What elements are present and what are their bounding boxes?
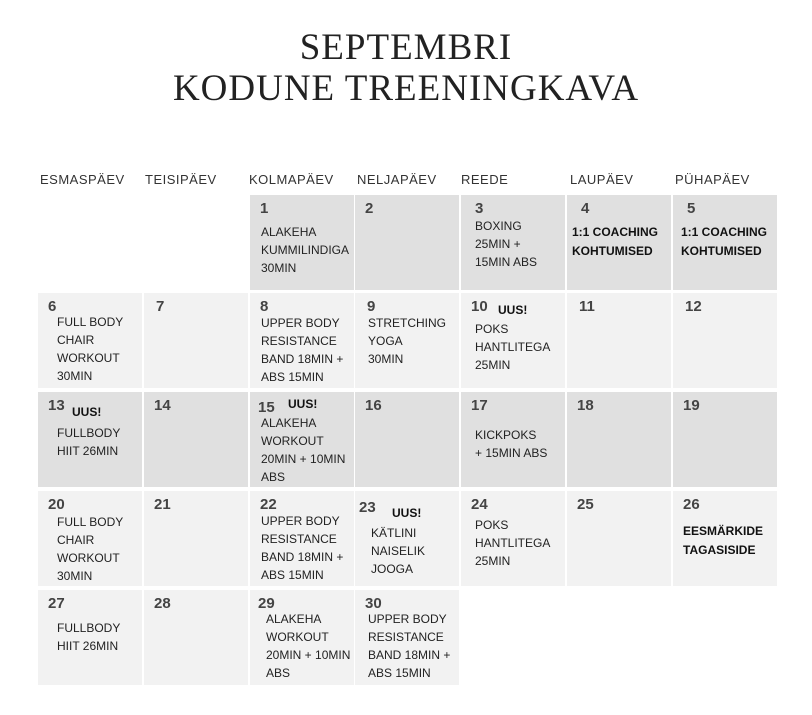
day-cell-6[interactable] [38,293,142,388]
day-cell-17[interactable] [461,392,565,487]
day-number: 26 [683,496,700,513]
workout-text: STRETCHING YOGA 30MIN [368,316,446,366]
day-header-monday: ESMASPÄEV [40,172,125,187]
workout-text: UPPER BODY RESISTANCE BAND 18MIN + ABS 15MIN [261,316,344,384]
day-cell-16[interactable] [355,392,459,487]
page-title: SEPTEMBRI [299,27,513,68]
workout-text: FULLBODY HIIT 26MIN [57,621,121,653]
day-cell-13[interactable] [38,392,142,487]
day-number: 17 [471,397,488,414]
day-number: 7 [156,298,165,315]
day-cell-10[interactable] [461,293,565,388]
day-number: 19 [683,397,700,414]
day-number: 13 [48,397,65,414]
day-number: 21 [154,496,171,513]
day-cell-29[interactable] [250,590,354,685]
new-badge: UUS! [288,397,318,411]
day-number: 6 [48,298,57,315]
workout-text: EESMÄRKIDE TAGASISIDE [683,524,764,557]
workout-text: 1:1 COACHING KOHTUMISED [572,225,659,258]
day-header-tuesday: TEISIPÄEV [145,172,217,187]
day-number: 20 [48,496,65,513]
day-cell-18[interactable] [567,392,671,487]
day-number: 14 [154,397,171,414]
day-number: 1 [260,200,269,217]
day-cell-3[interactable] [461,195,565,290]
day-cell-20[interactable] [38,491,142,586]
day-number: 24 [471,496,488,513]
day-cell-23[interactable] [355,491,459,586]
new-badge: UUS! [498,303,528,317]
workout-text: UPPER BODY RESISTANCE BAND 18MIN + ABS 15MIN [261,514,344,582]
day-cell-11[interactable] [567,293,671,388]
workout-text: FULLBODY HIIT 26MIN [57,426,121,458]
day-number: 11 [579,298,595,315]
day-cell-26[interactable] [673,491,777,586]
workout-text: FULL BODY CHAIR WORKOUT 30MIN [57,315,124,383]
day-number: 12 [685,298,702,315]
day-number: 5 [687,200,696,217]
day-number: 16 [365,397,382,414]
day-number: 25 [577,496,594,513]
day-cell-19[interactable] [673,392,777,487]
page-subtitle: KODUNE TREENINGKAVA [172,68,640,109]
day-number: 22 [260,496,277,513]
day-number: 10 [471,298,488,315]
day-cell-7[interactable] [144,293,248,388]
day-cell-21[interactable] [144,491,248,586]
day-number: 27 [48,595,65,612]
day-number: 18 [577,397,594,414]
workout-text: ALAKEHA WORKOUT 20MIN + 10MIN ABS [261,416,346,484]
new-badge: UUS! [392,506,422,520]
day-number: 15 [258,399,275,416]
day-cell-25[interactable] [567,491,671,586]
day-cell-22[interactable] [250,491,354,586]
day-cell-15[interactable] [250,392,354,487]
day-header-friday: REEDE [461,172,509,187]
day-number: 8 [260,298,269,315]
workout-text: 1:1 COACHING KOHTUMISED [681,225,768,258]
day-cell-8[interactable] [250,293,354,388]
day-number: 28 [154,595,171,612]
day-cell-12[interactable] [673,293,777,388]
day-number: 23 [359,499,376,516]
workout-text: KÄTLINI NAISELIK JOOGA [371,526,426,576]
day-cell-24[interactable] [461,491,565,586]
day-cell-5[interactable] [673,195,777,290]
day-cell-30[interactable] [355,590,459,685]
workout-text: FULL BODY CHAIR WORKOUT 30MIN [57,515,124,583]
day-cell-14[interactable] [144,392,248,487]
workout-text: POKS HANTLITEGA 25MIN [475,322,551,372]
workout-text: BOXING 25MIN + 15MIN ABS [475,219,538,269]
workout-text: ALAKEHA KUMMILINDIGA 30MIN [261,225,350,275]
day-header-wednesday: KOLMAPÄEV [249,172,334,187]
day-number: 4 [581,200,590,217]
day-cell-2[interactable] [355,195,459,290]
day-number: 3 [475,200,484,217]
day-header-thursday: NELJAPÄEV [357,172,437,187]
day-cell-4[interactable] [567,195,671,290]
day-cell-28[interactable] [144,590,248,685]
new-badge: UUS! [72,405,102,419]
day-cell-27[interactable] [38,590,142,685]
workout-text: UPPER BODY RESISTANCE BAND 18MIN + ABS 15MIN [368,612,451,680]
day-number: 29 [258,595,275,612]
workout-text: ALAKEHA WORKOUT 20MIN + 10MIN ABS [266,612,351,680]
day-number: 30 [365,595,382,612]
day-cell-1[interactable] [250,195,354,290]
workout-text: POKS HANTLITEGA 25MIN [475,518,551,568]
day-header-saturday: LAUPÄEV [570,172,634,187]
day-number: 9 [367,298,376,315]
workout-text: KICKPOKS + 15MIN ABS [475,428,548,460]
day-header-sunday: PÜHAPÄEV [675,172,750,187]
day-number: 2 [365,200,374,217]
day-cell-9[interactable] [355,293,459,388]
